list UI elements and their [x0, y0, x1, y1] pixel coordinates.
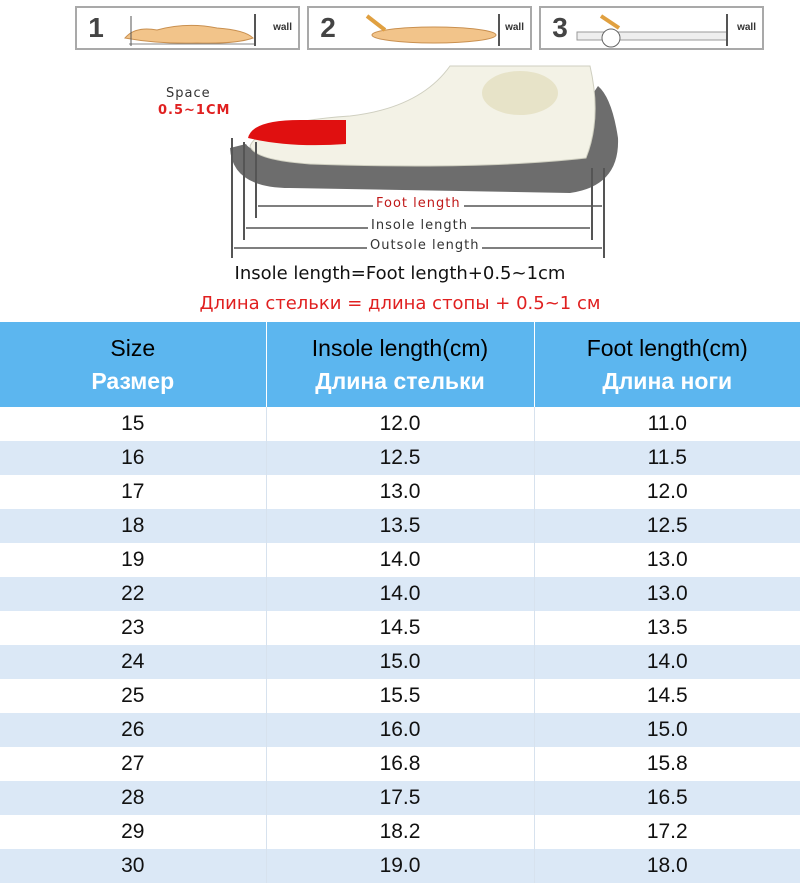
table-row	[0, 407, 800, 441]
cell-size: 25	[0, 679, 266, 713]
cell-size: 19	[0, 543, 266, 577]
outsole-length-label: Outsole length	[367, 238, 482, 253]
table-row	[0, 543, 800, 577]
table-row	[0, 645, 800, 679]
table-row	[0, 611, 800, 645]
cell-size: 30	[0, 849, 266, 883]
cell-foot-length: 13.0	[534, 577, 800, 611]
cell-foot-length: 14.5	[646, 684, 688, 707]
cell-insole-length: 16.0	[266, 713, 534, 747]
cell-insole-length: 17.5	[266, 781, 534, 815]
wall-label: wall	[737, 22, 756, 33]
measurement-steps	[75, 6, 780, 50]
cell-size: 23	[0, 611, 266, 645]
table-row	[0, 781, 800, 815]
space-label: Space	[166, 86, 211, 101]
header-size-en: Size	[110, 334, 156, 361]
cell-size: 16	[0, 441, 266, 475]
header-size-ru: Размер	[91, 367, 175, 394]
cell-size: 17	[0, 475, 266, 509]
header-foot-en: Foot length(cm)	[586, 334, 748, 361]
cell-foot-length: 11.5	[534, 441, 800, 475]
cell-foot-length: 15.8	[646, 752, 688, 775]
step-number: 3	[552, 12, 568, 43]
header-foot	[534, 322, 800, 407]
header-insole-ru: Длина стельки	[315, 367, 485, 394]
cell-foot-length: 13.5	[646, 616, 688, 639]
ruler-measure-illustration	[541, 8, 766, 52]
step-1-panel	[75, 6, 300, 50]
cell-insole-length: 12.5	[266, 441, 534, 475]
cell-size: 18	[0, 509, 266, 543]
cell-insole-length: 14.5	[266, 611, 534, 645]
cell-foot-length: 17.2	[646, 820, 688, 843]
cell-insole-length: 15.0	[266, 645, 534, 679]
cell-foot-length: 13.0	[646, 548, 688, 571]
cell-foot-length: 18.0	[534, 849, 800, 883]
cell-size: 26	[0, 713, 266, 747]
table-header-row	[0, 322, 800, 407]
cell-insole-length: 12.0	[266, 407, 534, 441]
table-row	[0, 577, 800, 611]
table-row	[0, 713, 800, 747]
size-table	[0, 322, 800, 883]
space-value: 0.5~1CM	[158, 103, 231, 118]
cell-insole-length: 14.0	[266, 543, 534, 577]
header-insole-en: Insole length(cm)	[311, 334, 489, 361]
foot-length-label: Foot length	[373, 196, 464, 211]
cell-insole-length: 18.2	[266, 815, 534, 849]
formula-russian: Длина стельки = длина стопы + 0.5~1 см	[199, 293, 601, 314]
cell-foot-length: 12.0	[646, 480, 688, 503]
wall-label: wall	[505, 22, 524, 33]
step-2-panel	[307, 6, 532, 50]
step-number: 1	[88, 12, 104, 43]
foot-on-paper-illustration	[77, 8, 302, 52]
table-row	[0, 475, 800, 509]
wall-label: wall	[273, 22, 292, 33]
table-row	[0, 441, 800, 475]
cell-foot-length: 15.0	[534, 713, 800, 747]
table-row	[0, 509, 800, 543]
cell-insole-length: 13.0	[266, 475, 534, 509]
cell-insole-length: 13.5	[266, 509, 534, 543]
cell-size: 27	[0, 747, 266, 781]
table-row	[0, 849, 800, 883]
header-size	[0, 322, 266, 407]
cell-insole-length: 15.5	[266, 679, 534, 713]
step-number: 2	[320, 12, 336, 43]
cell-size: 28	[0, 781, 266, 815]
cell-size: 29	[0, 815, 266, 849]
cell-insole-length: 14.0	[266, 577, 534, 611]
header-foot-ru: Длина ноги	[602, 367, 733, 394]
cell-foot-length: 11.0	[647, 412, 687, 435]
formula-english: Insole length=Foot length+0.5~1cm	[234, 263, 566, 284]
cell-size: 22	[0, 577, 266, 611]
cell-insole-length: 16.8	[266, 747, 534, 781]
cell-foot-length: 16.5	[534, 781, 800, 815]
table-row	[0, 747, 800, 781]
cell-size: 24	[0, 645, 266, 679]
cell-foot-length: 14.0	[534, 645, 800, 679]
table-row	[0, 679, 800, 713]
header-insole	[266, 322, 534, 407]
cell-size: 15	[0, 407, 266, 441]
table-row	[0, 815, 800, 849]
step-3-panel	[539, 6, 764, 50]
foot-outline-illustration	[309, 8, 534, 52]
cell-foot-length: 12.5	[534, 509, 800, 543]
insole-length-label: Insole length	[368, 218, 471, 233]
cell-insole-length: 19.0	[266, 849, 534, 883]
